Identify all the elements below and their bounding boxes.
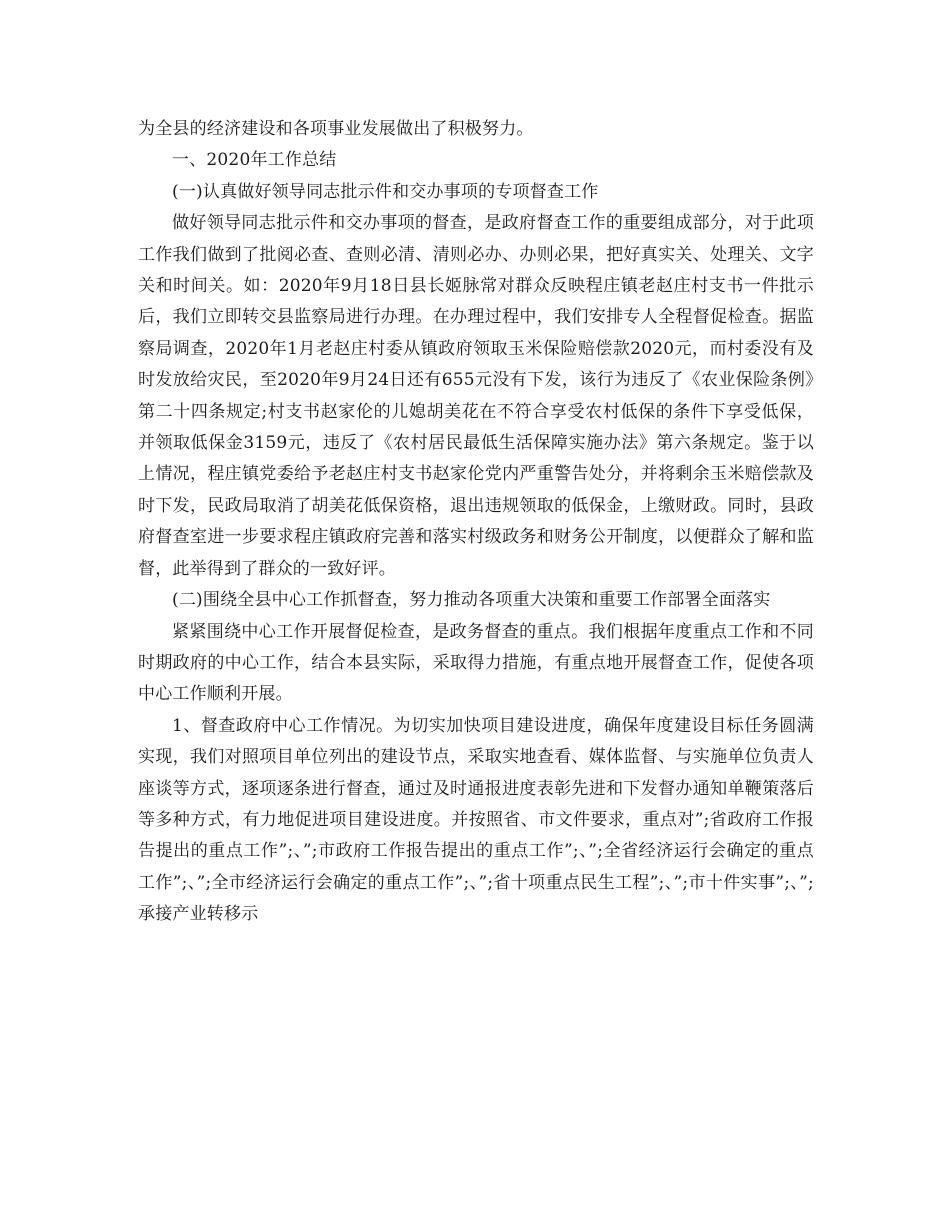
document-body (138, 114, 814, 931)
subsection-heading-2: (二)围绕全县中心工作抓督查，努力推动各项重大决策和重要工作部署全面落实 (172, 590, 771, 611)
paragraph-continuation: 为全县的经济建设和各项事业发展做出了积极努力。 (138, 119, 534, 139)
section-heading-summary: 一、2020年工作总结 (172, 150, 337, 171)
paragraph-body-2: 紧紧围绕中心工作开展督促检查，是政务督查的重点。我们根据年度重点工作和不同时期政府的中心工作，结合本县实际，采取得力措施，有重点地开展督查工作，促使各项中心工作顺利开展。 (138, 621, 814, 705)
subsection-heading-1: (一)认真做好领导同志批示件和交办事项的专项督查工作 (172, 181, 599, 202)
paragraph-body-3: 1、督查政府中心工作情况。为切实加快项目建设进度，确保年度建设目标任务圆满实现，我们对照项目单位列出的建设节点，采取实地查看、媒体监督、与实施单位负责人座谈等方式，逐项逐条进行督查，通过及时通报进度表彰先进和下发督办通知单鞭策落后等多种方式，有力地促进项目建设进度。并按照省、市文件要求，重点对”;省政府工作报告提出的重点工作”;、”;市政府工作报告提出的重点工作”;、”;全省经济运行会确定的重点工作”;、”;全市经济运行会确定的重点工作”;、”;省十项重点民生工程”;、”;市十件实事”;、”;承接产业转移示 (138, 715, 814, 925)
paragraph-body-1: 做好领导同志批示件和交办事项的督查，是政府督查工作的重要组成部分，对于此项工作我们做到了批阅必查、查则必清、清则必办、办则必果，把好真实关、处理关、文字关和时间关。如：2020年9月18日县长姬脉常对群众反映程庄镇老赵庄村支书一件批示后，我们立即转交县监察局进行办理。在办理过程中，我们安排专人全程督促检查。据监察局调查，2020年1月老赵庄村委从镇政府领取玉米保险赔偿款2020元，而村委没有及时发放给灾民，至2020年9月24日还有655元没有下发，该行为违反了《农业保险条例》第二十四条规定;村支书赵家伦的儿媳胡美花在不符合享受农村低保的条件下享受低保，并领取低保金3159元，违反了《农村居民最低生活保障实施办法》第六条规定。鉴于以上情况，程庄镇党委给予老赵庄村支书赵家伦党内严重警告处分，并将剩余玉米赔偿款及时下发，民政局取消了胡美花低保资格，退出违规领取的低保金，上缴财政。同时，县政府督查室进一步要求程庄镇政府完善和落实村级政务和财务公开制度，以便群众了解和监督，此举得到了群众的一致好评。 (138, 213, 814, 579)
